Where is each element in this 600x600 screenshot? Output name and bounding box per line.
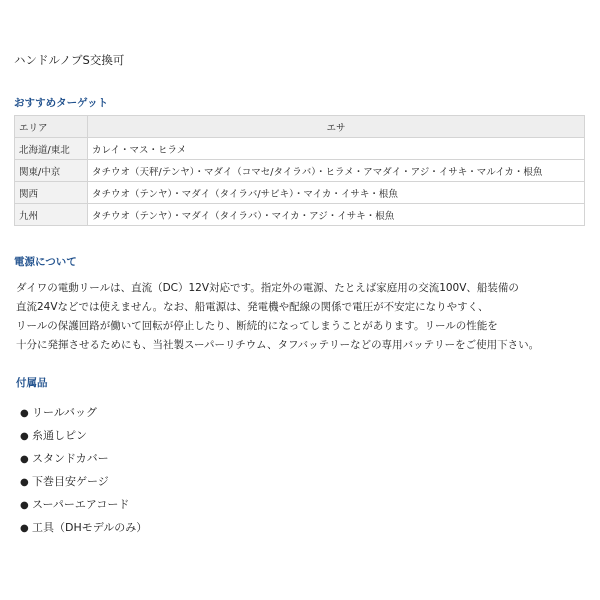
target-table xyxy=(14,115,585,226)
power-description xyxy=(16,279,539,355)
list-item xyxy=(20,516,147,539)
accessory-label: スタンドカバー xyxy=(32,452,109,465)
bait-cell: タチウオ（天秤/テンヤ）・マダイ（コマセ/タイラバ）・ヒラメ・アマダイ・アジ・イサキ・マルイカ・根魚 xyxy=(88,160,585,182)
power-text-line: 直流24Vなどでは使えません。なお、船電源は、発電機や配線の関係で電圧が不安定になりやすく、 xyxy=(16,301,489,313)
table-row xyxy=(15,182,585,204)
list-item xyxy=(20,424,147,447)
accessory-label: 工具（DHモデルのみ） xyxy=(32,521,148,534)
accessories-section-heading: 付属品 xyxy=(16,377,48,389)
accessory-label: 下巻目安ゲージ xyxy=(32,475,109,488)
area-cell: 北海道/東北 xyxy=(15,138,88,160)
accessory-label: スーパーエアコード xyxy=(32,498,130,511)
table-row xyxy=(15,160,585,182)
power-text-line: 十分に発揮させるためにも、当社製スーパーリチウム、タフバッテリーなどの専用バッテリーをご使用下さい。 xyxy=(16,339,540,351)
list-item xyxy=(20,447,147,470)
list-item xyxy=(20,470,147,493)
target-section-heading: おすすめターゲット xyxy=(14,97,109,109)
bait-cell: タチウオ（テンヤ）・マダイ（タイラバ）・マイカ・アジ・イサキ・根魚 xyxy=(88,204,585,226)
column-header-bait: エサ xyxy=(88,116,585,138)
list-item xyxy=(20,493,147,516)
bullet-icon: ● xyxy=(20,431,29,442)
accessory-label: リールバッグ xyxy=(32,406,98,419)
product-note: ハンドルノブS交換可 xyxy=(14,53,125,67)
table-header-row xyxy=(15,116,585,138)
power-section-heading: 電源について xyxy=(14,256,77,268)
area-cell: 九州 xyxy=(15,204,88,226)
bullet-icon: ● xyxy=(20,523,29,534)
column-header-area: エリア xyxy=(15,116,88,138)
area-cell: 関東/中京 xyxy=(15,160,88,182)
power-text-line: ダイワの電動リールは、直流（DC）12V対応です。指定外の電源、たとえば家庭用の交流100V、船装備の xyxy=(16,282,519,294)
area-cell: 関西 xyxy=(15,182,88,204)
bullet-icon: ● xyxy=(20,477,29,488)
power-text-line: リールの保護回路が働いて回転が停止したり、断続的になってしまうことがあります。リールの性能を xyxy=(16,320,498,332)
accessory-label: 糸通しピン xyxy=(32,429,87,442)
list-item xyxy=(20,401,147,424)
accessories-list xyxy=(20,401,147,539)
table-row xyxy=(15,204,585,226)
bullet-icon: ● xyxy=(20,500,29,511)
bullet-icon: ● xyxy=(20,454,29,465)
bullet-icon: ● xyxy=(20,408,29,419)
bait-cell: カレイ・マス・ヒラメ xyxy=(88,138,585,160)
table-row xyxy=(15,138,585,160)
bait-cell: タチウオ（テンヤ）・マダイ（タイラバ/サビキ）・マイカ・イサキ・根魚 xyxy=(88,182,585,204)
